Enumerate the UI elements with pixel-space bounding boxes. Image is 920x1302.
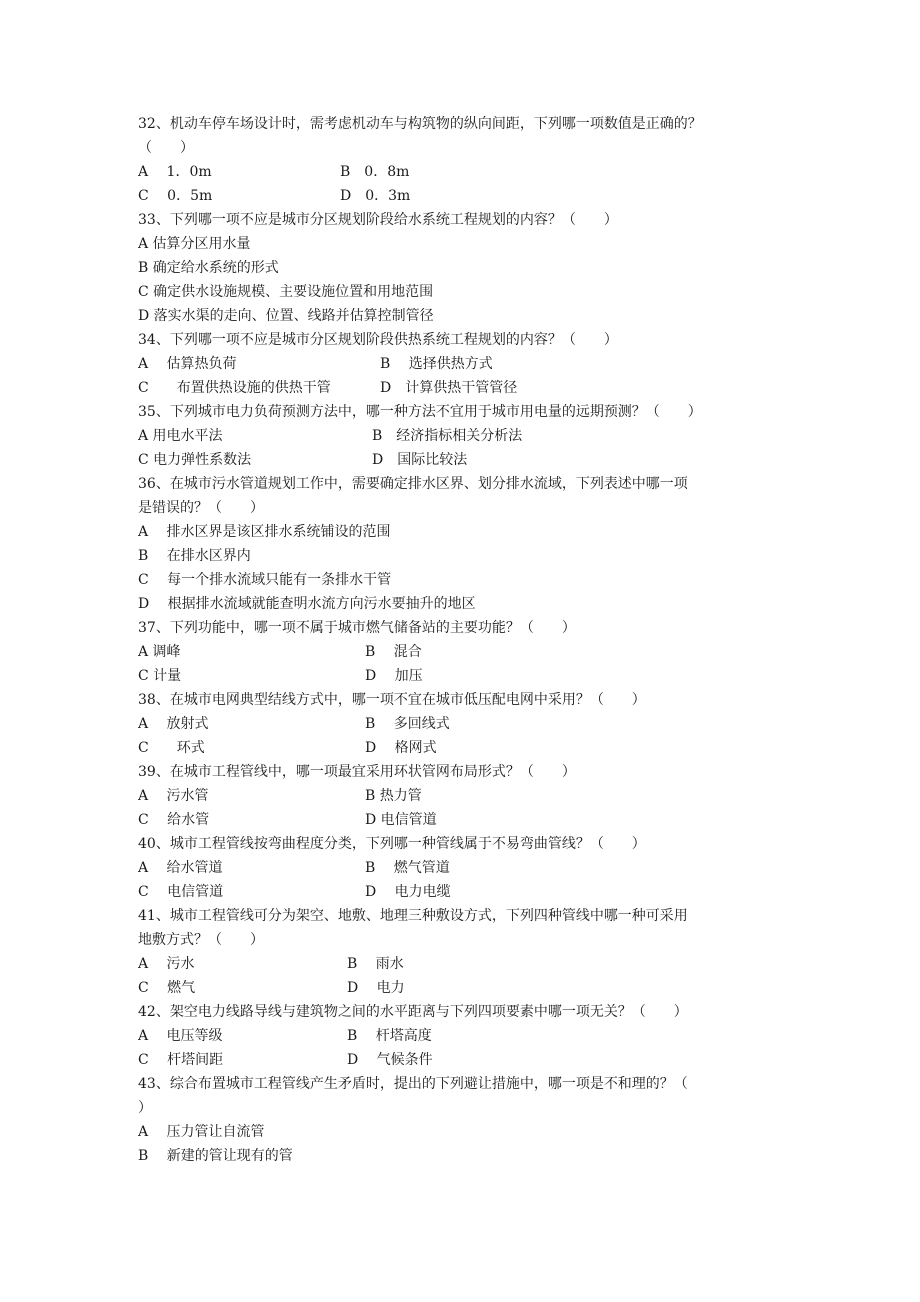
q38-option: D 格网式 xyxy=(365,740,437,756)
q33-option: C 确定供水设施规模、主要设施位置和用地范围 xyxy=(138,284,434,300)
q34-option: C 布置供热设施的供热干管 xyxy=(138,380,331,396)
q34-option: D 计算供热干管管径 xyxy=(380,380,518,396)
q32-stem-line: （ ） xyxy=(138,140,194,156)
q37-option: B 混合 xyxy=(365,644,422,660)
q42-option: D 气候条件 xyxy=(347,1052,433,1068)
q35-option: A 用电水平法 xyxy=(138,428,223,444)
q33-option: B 确定给水系统的形式 xyxy=(138,260,279,276)
q39-option: B 热力管 xyxy=(365,788,422,804)
q36-option: C 每一个排水流域只能有一条排水干管 xyxy=(138,572,392,588)
q36-option: B 在排水区界内 xyxy=(138,548,251,564)
q42-option: B 杆塔高度 xyxy=(347,1028,432,1044)
q37-option: A 调峰 xyxy=(138,644,181,660)
q40-option: C 电信管道 xyxy=(138,884,224,900)
q40-stem-line: 40、城市工程管线按弯曲程度分类，下列哪一种管线属于不易弯曲管线？（ ） xyxy=(138,836,646,852)
q35-stem-line: 35、下列城市电力负荷预测方法中，哪一种方法不宜用于城市用电量的远期预测？（ ） xyxy=(138,404,702,420)
q42-option: C 杆塔间距 xyxy=(138,1052,224,1068)
q39-option: A 污水管 xyxy=(138,788,209,804)
q43-stem-line: 43、综合布置城市工程管线产生矛盾时，提出的下列避让措施中，哪一项是不和理的？（ xyxy=(138,1076,688,1092)
q39-option: C 给水管 xyxy=(138,812,210,828)
q43-stem-line: ） xyxy=(138,1100,152,1116)
q32-option: B 0．8m xyxy=(340,164,410,180)
q42-stem-line: 42、架空电力线路导线与建筑物之间的水平距离与下列四项要素中哪一项无关？（ ） xyxy=(138,1004,688,1020)
q38-option: A 放射式 xyxy=(138,716,209,732)
q37-stem-line: 37、下列功能中，哪一项不属于城市燃气储备站的主要功能？（ ） xyxy=(138,620,576,636)
q38-option: B 多回线式 xyxy=(365,716,450,732)
q41-stem-line: 地敷方式？（ ） xyxy=(138,932,264,948)
q32-stem-line: 32、机动车停车场设计时，需考虑机动车与构筑物的纵向间距，下列哪一项数值是正确的？ xyxy=(138,116,702,132)
q35-option: D 国际比较法 xyxy=(372,452,468,468)
q38-stem-line: 38、在城市电网典型结线方式中，哪一项不宜在城市低压配电网中采用？（ ） xyxy=(138,692,646,708)
q33-option: D 落实水渠的走向、位置、线路并估算控制管径 xyxy=(138,308,434,324)
q43-option: A 压力管让自流管 xyxy=(138,1124,265,1140)
q43-option: B 新建的管让现有的管 xyxy=(138,1148,293,1164)
q33-option: A 估算分区用水量 xyxy=(138,236,251,252)
q36-stem-line: 36、在城市污水管道规划工作中，需要确定排水区界、划分排水流域，下列表述中哪一项 xyxy=(138,476,688,492)
q40-option: D 电力电缆 xyxy=(365,884,451,900)
q42-option: A 电压等级 xyxy=(138,1028,223,1044)
q36-option: D 根据排水流域就能查明水流方向污水要抽升的地区 xyxy=(138,596,476,612)
q35-option: C 电力弹性系数法 xyxy=(138,452,252,468)
q41-option: D 电力 xyxy=(347,980,405,996)
q35-option: B 经济指标相关分析法 xyxy=(372,428,523,444)
q33-stem-line: 33、下列哪一项不应是城市分区规划阶段给水系统工程规划的内容？（ ） xyxy=(138,212,618,228)
q34-option: A 估算热负荷 xyxy=(138,356,237,372)
q41-stem-line: 41、城市工程管线可分为架空、地敷、地理三种敷设方式，下列四种管线中哪一种可采用 xyxy=(138,908,688,924)
q32-option: D 0．3m xyxy=(340,188,411,204)
q40-option: B 燃气管道 xyxy=(365,860,450,876)
q37-option: C 计量 xyxy=(138,668,182,684)
q39-stem-line: 39、在城市工程管线中，哪一项最宜采用环状管网布局形式？（ ） xyxy=(138,764,576,780)
q34-option: B 选择供热方式 xyxy=(380,356,493,372)
q39-option: D 电信管道 xyxy=(365,812,437,828)
q36-stem-line: 是错误的？（ ） xyxy=(138,500,264,516)
q38-option: C 环式 xyxy=(138,740,205,756)
q41-option: C 燃气 xyxy=(138,980,196,996)
q41-option: B 雨水 xyxy=(347,956,404,972)
q40-option: A 给水管道 xyxy=(138,860,223,876)
q41-option: A 污水 xyxy=(138,956,195,972)
q37-option: D 加压 xyxy=(365,668,423,684)
q36-option: A 排水区界是该区排水系统铺设的范围 xyxy=(138,524,391,540)
q32-option: C 0．5m xyxy=(138,188,213,204)
q32-option: A 1．0m xyxy=(138,164,212,180)
q34-stem-line: 34、下列哪一项不应是城市分区规划阶段供热系统工程规划的内容？（ ） xyxy=(138,332,618,348)
